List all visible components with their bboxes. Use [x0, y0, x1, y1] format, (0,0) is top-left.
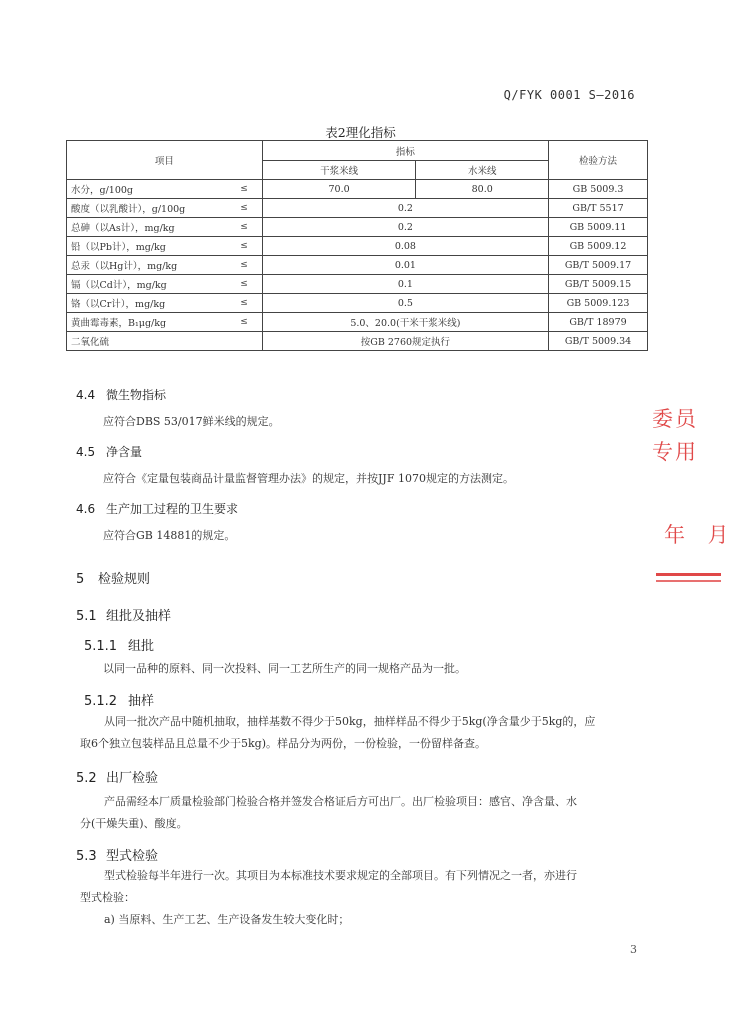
section-title: 组批 — [128, 639, 155, 654]
para-line: 分(干燥失重)、酸度。 — [80, 817, 188, 830]
section-title: 微生物指标 — [106, 388, 167, 402]
table-row — [67, 237, 648, 256]
para-line: 型式检验： — [80, 891, 135, 904]
para-line — [80, 711, 650, 733]
value-cell: 0.08 — [262, 237, 548, 256]
para-line-text: 产品需经本厂质量检验部门检验合格并签发合格证后方可出厂。出厂检验项目：感官、净含量、水 — [104, 795, 577, 808]
value-cell: 0.5 — [262, 294, 548, 313]
comparator: ≤ — [240, 184, 248, 194]
stamp-text-line1: 委员 — [652, 407, 698, 431]
comparator: ≤ — [240, 222, 248, 232]
method-cell: GB/T 5009.17 — [549, 256, 648, 275]
item-name: 水分，g/100g — [71, 185, 133, 196]
table-row — [67, 332, 648, 351]
page-number: 3 — [630, 943, 637, 956]
section-4-5-text: 应符合《定量包装商品计量监督管理办法》的规定，并按JJF 1070规定的方法测定。 — [103, 472, 514, 485]
section-4-5-heading — [76, 443, 142, 460]
header-item: 项目 — [67, 141, 263, 180]
section-5-3-heading — [76, 845, 158, 864]
method-cell: GB/T 18979 — [549, 313, 648, 332]
para-line — [80, 865, 650, 887]
item-cell — [67, 313, 263, 332]
value-cell: 0.2 — [262, 199, 548, 218]
para-line — [80, 909, 650, 931]
comparator: ≤ — [240, 298, 248, 308]
item-name: 镉（以Cd计），mg/kg — [71, 280, 167, 291]
section-number: 5.1.1 — [84, 639, 118, 654]
table-row — [67, 256, 648, 275]
item-name: 铬（以Cr计），mg/kg — [71, 299, 166, 310]
stamp-border-line — [656, 573, 721, 576]
value-cell: 0.1 — [262, 275, 548, 294]
item-cell — [67, 180, 263, 199]
section-4-6-heading — [76, 500, 238, 517]
section-5-1-2-heading — [84, 690, 154, 709]
item-cell — [67, 218, 263, 237]
method-cell: GB 5009.12 — [549, 237, 648, 256]
section-number: 4.4 — [76, 388, 96, 402]
section-title: 出厂检验 — [106, 771, 159, 786]
item-cell — [67, 256, 263, 275]
value-cell: 0.01 — [262, 256, 548, 275]
header-method: 检验方法 — [549, 141, 648, 180]
value-cell: 0.2 — [262, 218, 548, 237]
method-cell: GB/T 5517 — [549, 199, 648, 218]
section-title: 生产加工过程的卫生要求 — [106, 502, 239, 516]
value-cell: 按GB 2760规定执行 — [262, 332, 548, 351]
table-row — [67, 275, 648, 294]
table-title: 表2理化指标 — [325, 125, 396, 140]
method-cell: GB/T 5009.15 — [549, 275, 648, 294]
physicochemical-table — [66, 140, 648, 351]
stamp-border-line — [656, 580, 721, 582]
item-name: 二氧化硫 — [71, 337, 110, 348]
section-number: 5.1.2 — [84, 694, 118, 709]
method-cell: GB 5009.3 — [549, 180, 648, 199]
comparator: ≤ — [240, 241, 248, 251]
comparator: ≤ — [240, 279, 248, 289]
section-title: 抽样 — [128, 694, 155, 709]
section-5-1-heading — [76, 605, 171, 624]
section-title: 型式检验 — [106, 849, 159, 864]
value-cell: 5.0、20.0(干米干浆米线) — [262, 313, 548, 332]
section-5-1-1-heading — [84, 635, 154, 654]
section-number: 5.1 — [76, 609, 97, 624]
table-row — [67, 199, 648, 218]
section-5-2-text — [80, 791, 650, 835]
stamp-text-line2: 专用 — [652, 440, 698, 464]
item-cell — [67, 237, 263, 256]
item-cell — [67, 275, 263, 294]
table-row — [67, 180, 648, 199]
header-wet: 水米线 — [416, 161, 549, 180]
item-name: 黄曲霉毒素，B₁μg/kg — [71, 318, 167, 329]
section-number: 5.3 — [76, 849, 97, 864]
section-number: 4.6 — [76, 502, 96, 516]
item-name: 酸度（以乳酸计），g/100g — [71, 204, 186, 215]
header-dry: 干浆米线 — [262, 161, 416, 180]
section-title: 净含量 — [106, 445, 143, 459]
para-line: 取6个独立包装样品且总量不少于5kg)。样品分为两份，一份检验，一份留样备查。 — [80, 737, 486, 750]
section-5-heading — [76, 568, 150, 587]
header-indicator: 指标 — [262, 141, 548, 161]
item-name: 铅（以Pb计），mg/kg — [71, 242, 166, 253]
section-number: 5 — [76, 572, 85, 587]
dry-value: 70.0 — [262, 180, 416, 199]
para-line-text: 型式检验每半年进行一次。其项目为本标准技术要求规定的全部项目。有下列情况之一者，亦进行 — [104, 869, 577, 882]
item-name: 总汞（以Hg计），mg/kg — [71, 261, 178, 272]
section-5-1-1-text: 以同一品种的原料、同一次投料、同一工艺所生产的同一规格产品为一批。 — [103, 662, 466, 675]
section-5-2-heading — [76, 767, 158, 786]
comparator: ≤ — [240, 203, 248, 213]
table-header-row — [67, 141, 648, 161]
section-4-4-text: 应符合DBS 53/017鲜米线的规定。 — [103, 415, 280, 428]
section-5-3-text — [80, 865, 650, 931]
section-title: 检验规则 — [98, 572, 151, 587]
method-cell: GB/T 5009.34 — [549, 332, 648, 351]
item-cell — [67, 199, 263, 218]
table-row — [67, 218, 648, 237]
method-cell: GB 5009.11 — [549, 218, 648, 237]
stamp-text-date: 年 月 — [664, 523, 737, 547]
para-line-text: a) 当原料、生产工艺、生产设备发生较大变化时； — [104, 913, 350, 926]
para-line — [80, 791, 650, 813]
comparator: ≤ — [240, 260, 248, 270]
item-cell — [67, 294, 263, 313]
table-row — [67, 294, 648, 313]
section-4-6-text: 应符合GB 14881的规定。 — [103, 529, 236, 542]
method-cell: GB 5009.123 — [549, 294, 648, 313]
standard-number: Q/FYK 0001 S—2016 — [503, 88, 635, 102]
section-4-4-heading — [76, 386, 166, 403]
wet-value: 80.0 — [416, 180, 549, 199]
section-number: 4.5 — [76, 445, 96, 459]
item-cell — [67, 332, 263, 351]
table-row — [67, 313, 648, 332]
section-5-1-2-text — [80, 711, 650, 755]
section-number: 5.2 — [76, 771, 97, 786]
para-line-text: 从同一批次产品中随机抽取，抽样基数不得少于50kg，抽样样品不得少于5kg(净含量少于5kg的，应 — [104, 715, 596, 728]
comparator: ≤ — [240, 317, 248, 327]
item-name: 总砷（以As计），mg/kg — [71, 223, 175, 234]
section-title: 组批及抽样 — [106, 609, 172, 624]
